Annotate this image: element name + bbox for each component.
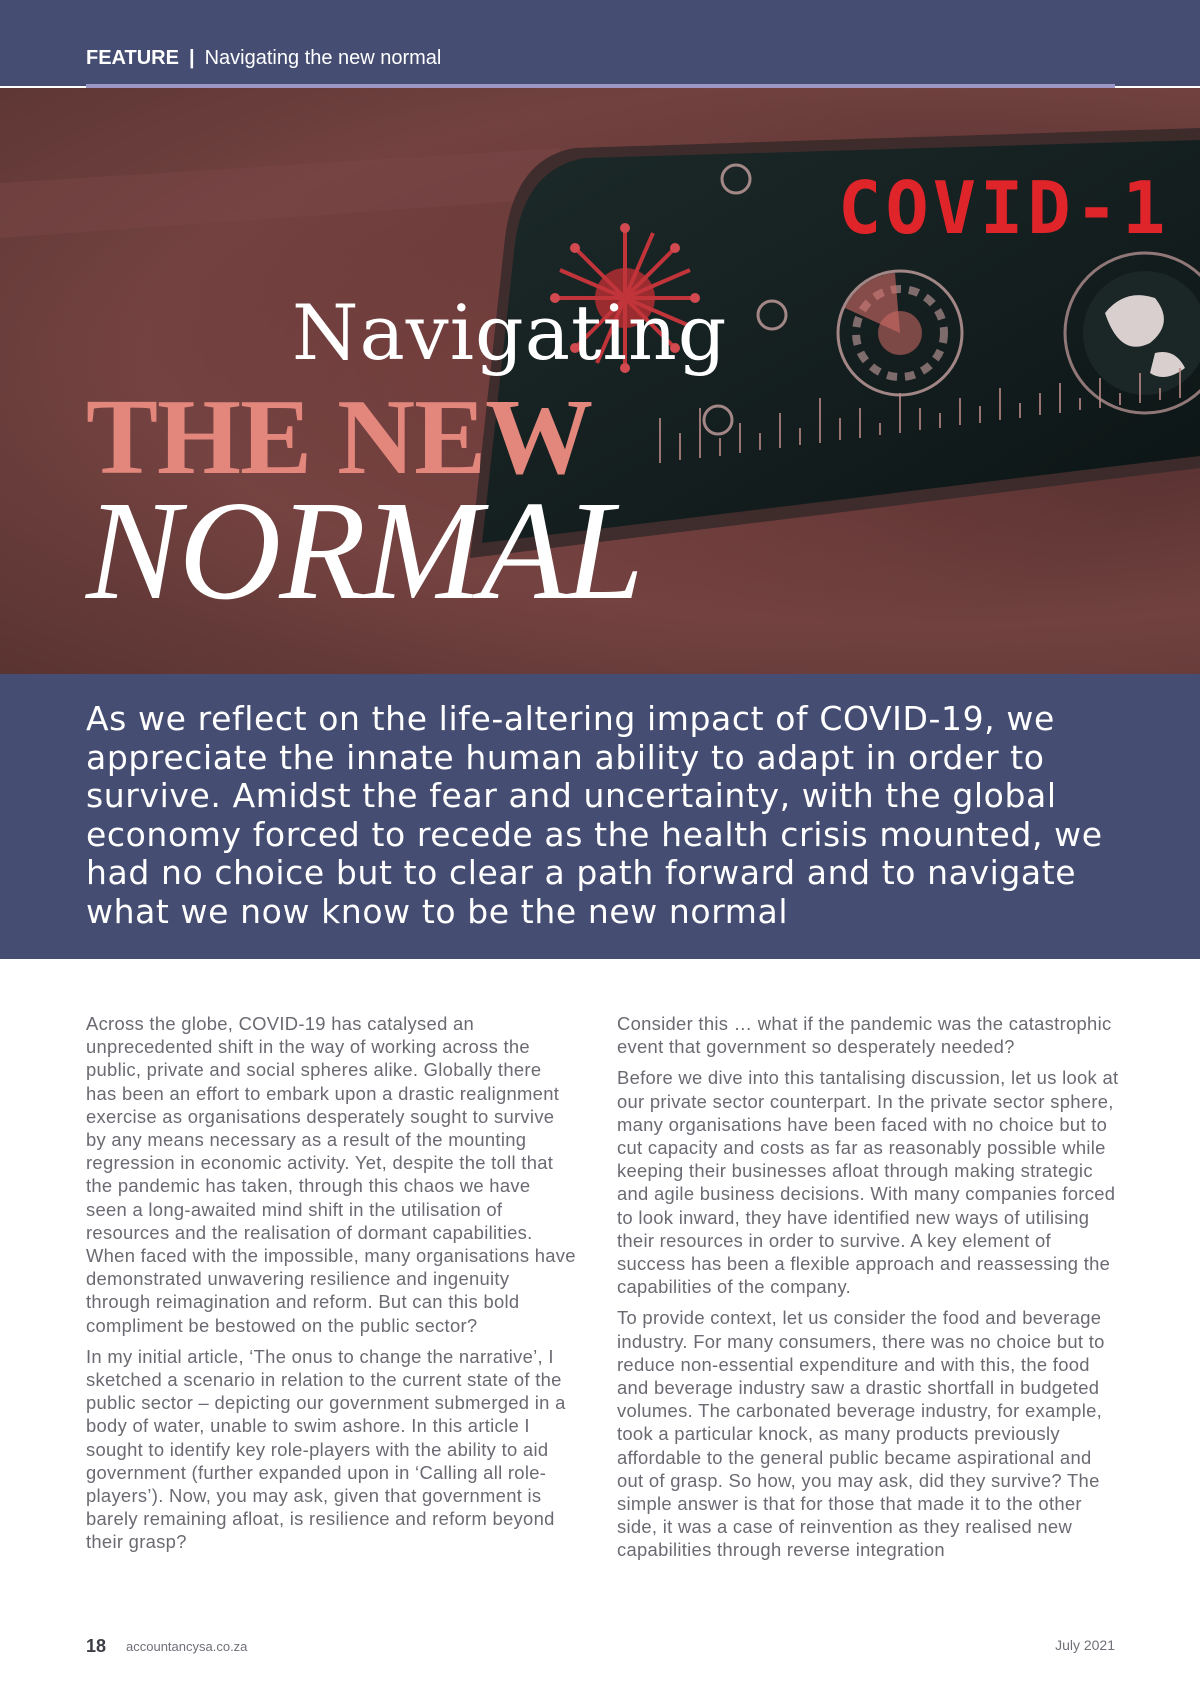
title-normal: NORMAL [86, 471, 642, 629]
header-bar [0, 0, 1200, 86]
section-name: FEATURE [86, 47, 179, 69]
section-label [86, 47, 441, 70]
page-number: 18 [86, 1636, 107, 1656]
body-paragraph: In my initial article, ‘The onus to change the narrative’, I sketched a scenario in relation to the current state of the public sector – depicting our government submerged in a body of water, unable to swim ashore. In this article I sought to identify key role-players with the ability to aid government (further expanded upon in ‘Calling all role-players’). Now, you may ask, given that government is barely remaining afloat, is resilience and reform beyond their grasp? [86, 1345, 566, 1553]
hero-image [0, 88, 1200, 674]
body-paragraph: Before we dive into this tantalising discussion, let us look at our private sector counterpart. In the private sector sphere, many organisations have been faced with no choice but to cut capacity and costs as far as reasonably possible while keeping their businesses afloat through making strategic and agile business decisions. With many companies forced to look inward, they have identified new ways of utilising their resources in order to survive. A key element of success has been a flexible approach and reassessing the capabilities of the company. [617, 1067, 1119, 1298]
title-the-new: THE NEW [86, 378, 593, 497]
standfirst-band [0, 674, 1200, 959]
page-footer [86, 1636, 1115, 1660]
body-column-right [617, 1012, 1122, 1570]
standfirst-text: As we reflect on the life-altering impact of COVID-19, we appreciate the innate human ability to adapt in order to survive. Amidst the fear and uncertainty, with the global economy forced to recede as the health crisis mounted, we had no choice but to clear a path forward and to navigate what we now know to be the new normal [86, 699, 1103, 931]
body-column-left [86, 1012, 576, 1562]
title-navigating: Navigating [292, 288, 728, 377]
website-link[interactable]: accountancysa.co.za [126, 1639, 248, 1654]
body-paragraph: Consider this … what if the pandemic was the catastrophic event that government so desperately needed? [617, 1013, 1112, 1058]
section-subtitle: Navigating the new normal [204, 47, 442, 69]
svg-text:COVID-1: COVID-1 [838, 166, 1170, 250]
body-paragraph: To provide context, let us consider the food and beverage industry. For many consumers, there was no choice but to reduce non-essential expenditure and with this, the food and beverage industry saw a drastic shortfall in budgeted volumes. The carbonated beverage industry, for example, took a particular knock, as many products previously affordable to the general public became aspirational and out of grasp. So how, you may ask, did they survive? The simple answer is that for those that made it to the other side, it was a case of reinvention as they realised new capabilities through reverse integration [617, 1307, 1105, 1561]
body-paragraph: Across the globe, COVID-19 has catalysed an unprecedented shift in the way of working across the public, private and social spheres alike. Globally there has been an effort to embark upon a drastic realignment exercise as organisations desperately sought to survive by any means necessary as a result of the mounting regression in economic activity. Yet, despite the toll that the pandemic has taken, through this chaos we have seen a long-awaited mind shift in the utilisation of resources and the realisation of dormant capabilities. When faced with the impossible, many organisations have demonstrated unwavering resilience and ingenuity through reimagination and reform. But can this bold compliment be bestowed on the public sector? [86, 1013, 576, 1336]
section-separator: | [188, 47, 195, 69]
issue-date: July 2021 [1055, 1637, 1115, 1653]
